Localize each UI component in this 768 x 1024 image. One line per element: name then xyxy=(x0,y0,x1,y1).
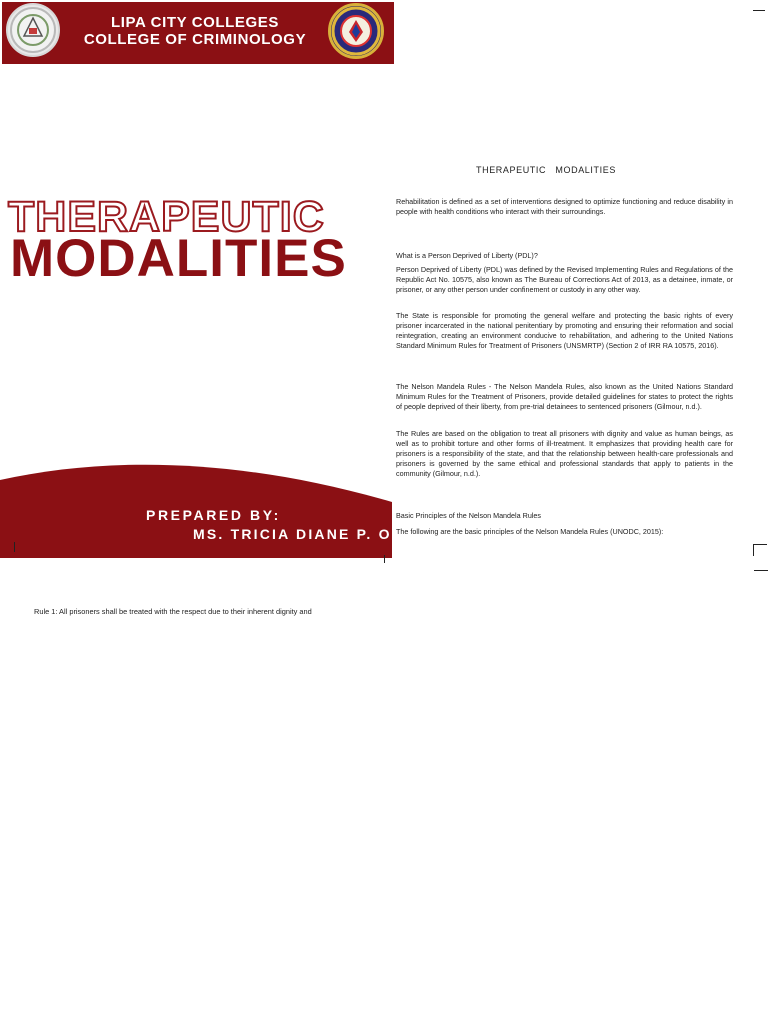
prepared-by-label: PREPARED BY: xyxy=(146,507,281,523)
paragraph-nelson-mandela-rules: The Nelson Mandela Rules - The Nelson Mandela Rules, also known as the United Nations Standard Minimum Rules for the Treatment of Prisoners, provide detailed guidelines for states to protect the rights of people deprived of their liberty, from pre-trial detainees to sentenced prisoners (Gilmour, n.d.). xyxy=(396,382,733,411)
paragraph-basic-principles-intro: The following are the basic principles of the Nelson Mandela Rules (UNODC, 2015): xyxy=(396,527,664,536)
college-of-criminology-logo-icon xyxy=(328,3,384,59)
department-name: COLLEGE OF CRIMINOLOGY xyxy=(83,31,307,48)
college-name: LIPA CITY COLLEGES xyxy=(110,14,280,31)
crop-mark xyxy=(753,10,765,11)
heading-basic-principles: Basic Principles of the Nelson Mandela Rules xyxy=(396,511,542,520)
paragraph-rules-basis: The Rules are based on the obligation to treat all prisoners with dignity and value as human beings, as well as to prohibit torture and other forms of ill-treatment. It emphasizes that providing health care for prisoners is a responsibility of the state, and that the relationship between health-care professionals and prisoners is governed by the same ethical and professional standards that apply to patients in the community (Gilmour, n.d.). xyxy=(396,429,733,478)
crop-mark xyxy=(14,542,15,552)
author-name: MS. TRICIA DIANE P. ONA xyxy=(193,526,417,542)
paragraph-rehabilitation: Rehabilitation is defined as a set of interventions designed to optimize functioning and reduce disability in people with health conditions who interact with their surroundings. xyxy=(396,197,733,216)
crop-mark xyxy=(384,555,385,563)
paragraph-state-responsibility: The State is responsible for promoting the general welfare and protecting the basic rights of every prisoner incarcerated in the national penitentiary by promoting and ensuring their reformation and social reintegration, creating an environment conducive to rehabilitation, and adhering to the United Nations Standard Minimum Rules for Treatment of Prisoners (UNSMRTP) (Section 2 of IRR RA 10575, 2016). xyxy=(396,311,733,350)
heading-pdl: What is a Person Deprived of Liberty (PDL)? xyxy=(396,251,538,260)
crop-mark xyxy=(753,544,754,556)
rule-1-text: Rule 1: All prisoners shall be treated with the respect due to their inherent dignity and xyxy=(34,607,312,616)
lipa-city-colleges-logo-icon xyxy=(6,3,60,57)
cover-title-line-2: MODALITIES xyxy=(10,229,347,288)
crop-mark xyxy=(754,570,768,571)
document-title: THERAPEUTIC MODALITIES xyxy=(476,165,616,175)
crop-mark xyxy=(753,544,767,545)
paragraph-pdl-definition: Person Deprived of Liberty (PDL) was defined by the Revised Implementing Rules and Regulations of the Republic Act No. 10575, also known as The Bureau of Corrections Act of 2013, as a detainee, inmate, or prisoner, or any other person under confinement or custody in any other way. xyxy=(396,265,733,294)
cover-title-line-1: THERAPEUTIC xyxy=(8,193,325,241)
